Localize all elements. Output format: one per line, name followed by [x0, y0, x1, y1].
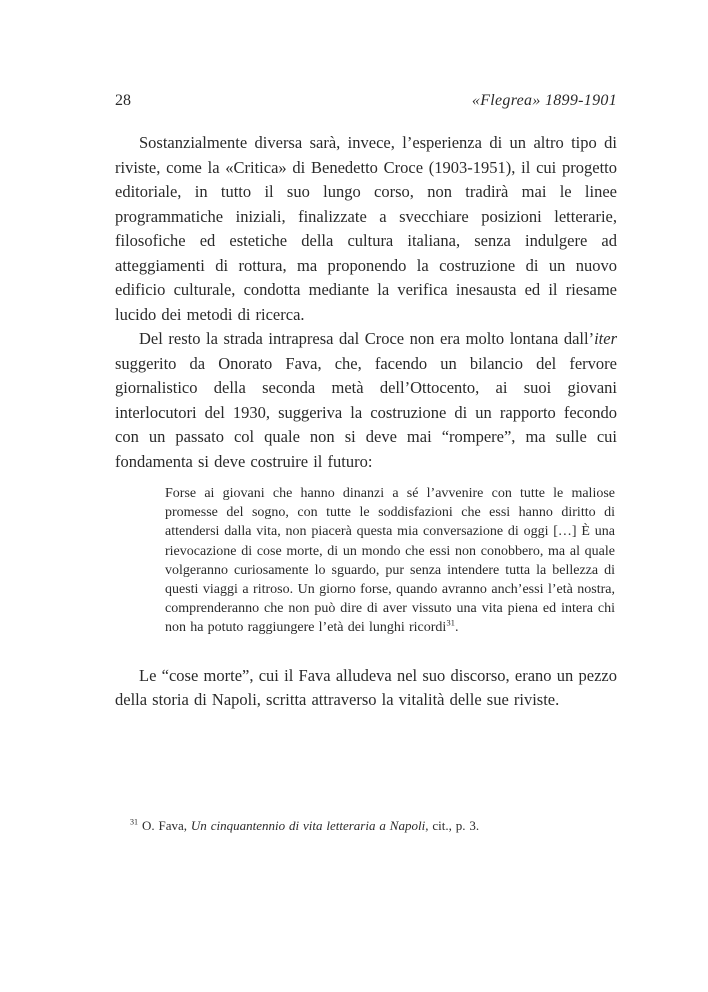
text-segment: O. Fava, [138, 818, 191, 833]
footnote [115, 817, 617, 834]
running-title: «Flegrea» 1899-1901 [471, 92, 617, 109]
text-segment: , cit., p. 3. [425, 818, 480, 833]
footnote-reference: 31 [446, 617, 455, 628]
running-header [115, 92, 617, 110]
text-segment: Sostanzialmente diversa sarà, invece, l’esperienza di un altro tipo di riviste, come la «Critica» di Benedetto Croce (1903-1951), il cui progetto editoriale, in tutto il suo lungo corso, non tradirà mai le linee programmatiche iniziali, finalizzate a svecchiare posizioni letterarie, filosofiche ed estetiche della cultura italiana, senza indulgere ad atteggiamenti di rottura, ma proponendo la costruzione di un nuovo edificio culturale, condotta mediante la verifica inesausta ed il riesame lucido dei metodi di ricerca. [115, 133, 617, 324]
page-number: 28 [115, 92, 131, 109]
page-body [115, 131, 617, 713]
text-segment: Le “cose morte”, cui il Fava alludeva nel suo discorso, erano un pezzo della storia di Napoli, scritta attraverso la vitalità delle sue riviste. [115, 665, 617, 710]
body-paragraph-1 [115, 131, 617, 327]
body-paragraph-3 [115, 664, 617, 713]
footnote-reference: 31 [130, 817, 139, 827]
text-segment: Un cinquantennio di vita letteraria a Napoli [190, 818, 426, 833]
text-segment: iter [594, 329, 617, 348]
text-segment: suggerito da Onorato Fava, che, facendo un bilancio del fervore giornalistico della seconda metà dell’Ottocento, ai suoi giovani interlocutori del 1930, suggeriva la costruzione di un rapporto fecondo con un passato col quale non si deve mai “rompere”, ma sulle cui fondamenta si deve costruire il futuro: [115, 353, 617, 471]
block-quote [165, 484, 615, 638]
body-paragraph-2 [115, 327, 617, 474]
text-segment: Forse ai giovani che hanno dinanzi a sé l’avvenire con tutte le maliose promesse del sogno, con tutte le soddisfazioni che essi hanno diritto di attendersi dalla vita, non piacerà questa mia conversazione di oggi […] È una rievocazione di cose morte, di un mondo che essi non conobbero, ma al quale volgeranno curiosamente lo sguardo, pur senza intendere tutta la bellezza di questi viaggi a ritroso. Un giorno forse, quando avranno anch’essi l’età nostra, comprenderanno che non può dire di aver vissuto una vita piena ed intera chi non ha potuto raggiungere l’età dei lunghi ricordi [165, 486, 615, 636]
text-segment: Del resto la strada intrapresa dal Croce non era molto lontana dall’ [139, 329, 595, 348]
text-segment: . [455, 620, 459, 636]
